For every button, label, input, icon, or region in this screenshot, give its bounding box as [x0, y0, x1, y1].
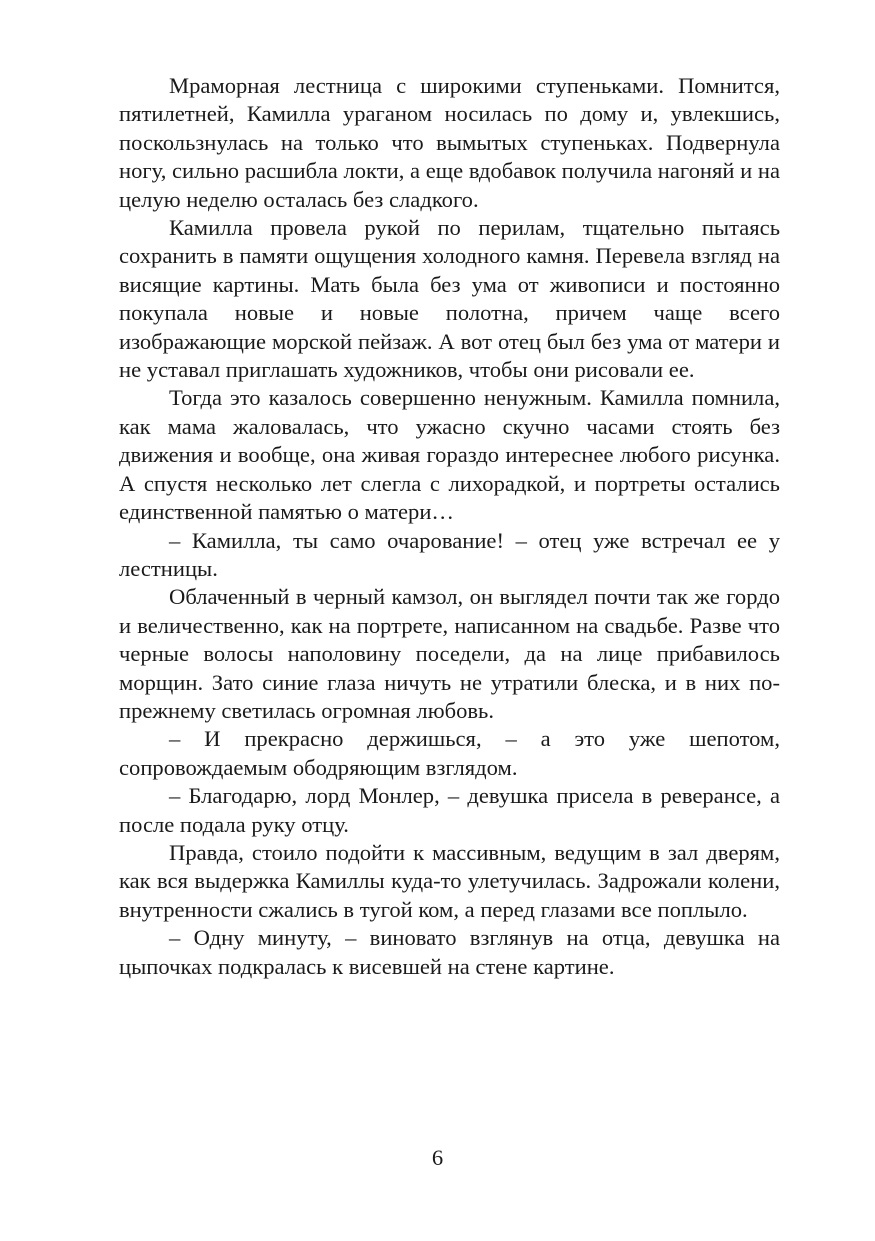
- body-text: [119, 72, 780, 981]
- paragraph-6-dialogue: – И прекрасно держишься, – а это уже шепотом, сопровождаемым ободряющим взглядом.: [119, 726, 780, 780]
- paragraph-4-dialogue: – Камилла, ты само очарование! – отец уже встречал ее у лестницы.: [119, 527, 780, 581]
- paragraph-5: Облаченный в черный камзол, он выглядел почти так же гордо и величественно, как на портрете, написанном на свадьбе. Разве что черные волосы наполовину поседели, да на лице прибавилось морщин. Зато синие глаза ничуть не утратили блеска, и в них по-прежнему светилась огромная любовь.: [119, 584, 780, 723]
- paragraph-2: Камилла провела рукой по перилам, тщательно пытаясь сохранить в памяти ощущения холодного камня. Перевела взгляд на висящие картины. Мать была без ума от живописи и постоянно покупала новые и новые полотна, причем чаще всего изображающие морской пейзаж. А вот отец был без ума от матери и не уставал приглашать художников, чтобы они рисовали ее.: [119, 215, 780, 383]
- paragraph-3: Тогда это казалось совершенно ненужным. Камилла помнила, как мама жаловалась, что ужасно скучно часами стоять без движения и вообще, она живая гораздо интереснее любого рисунка. А спустя несколько лет слегла с лихорадкой, и портреты остались единственной памятью о матери…: [119, 385, 780, 525]
- page-number: 6: [431, 1145, 444, 1170]
- paragraph-8: Правда, стоило подойти к массивным, ведущим в зал дверям, как вся выдержка Камиллы куда-то улетучилась. Задрожали колени, внутренности сжались в тугой ком, а перед глазами все поплыло.: [119, 839, 780, 922]
- paragraph-7-dialogue: – Благодарю, лорд Монлер, – девушка присела в реверансе, а после подала руку отцу.: [119, 783, 780, 837]
- paragraph-1: Мраморная лестница с широкими ступеньками. Помнится, пятилетней, Камилла ураганом носилась по дому и, увлекшись, поскользнулась на только что вымытых ступеньках. Подвернула ногу, сильно расшибла локти, а еще вдобавок получила нагоняй и на целую неделю осталась без сладкого.: [119, 73, 780, 212]
- paragraph-9-dialogue: – Одну минуту, – виновато взглянув на отца, девушка на цыпочках подкралась к висевшей на стене картине.: [119, 925, 780, 979]
